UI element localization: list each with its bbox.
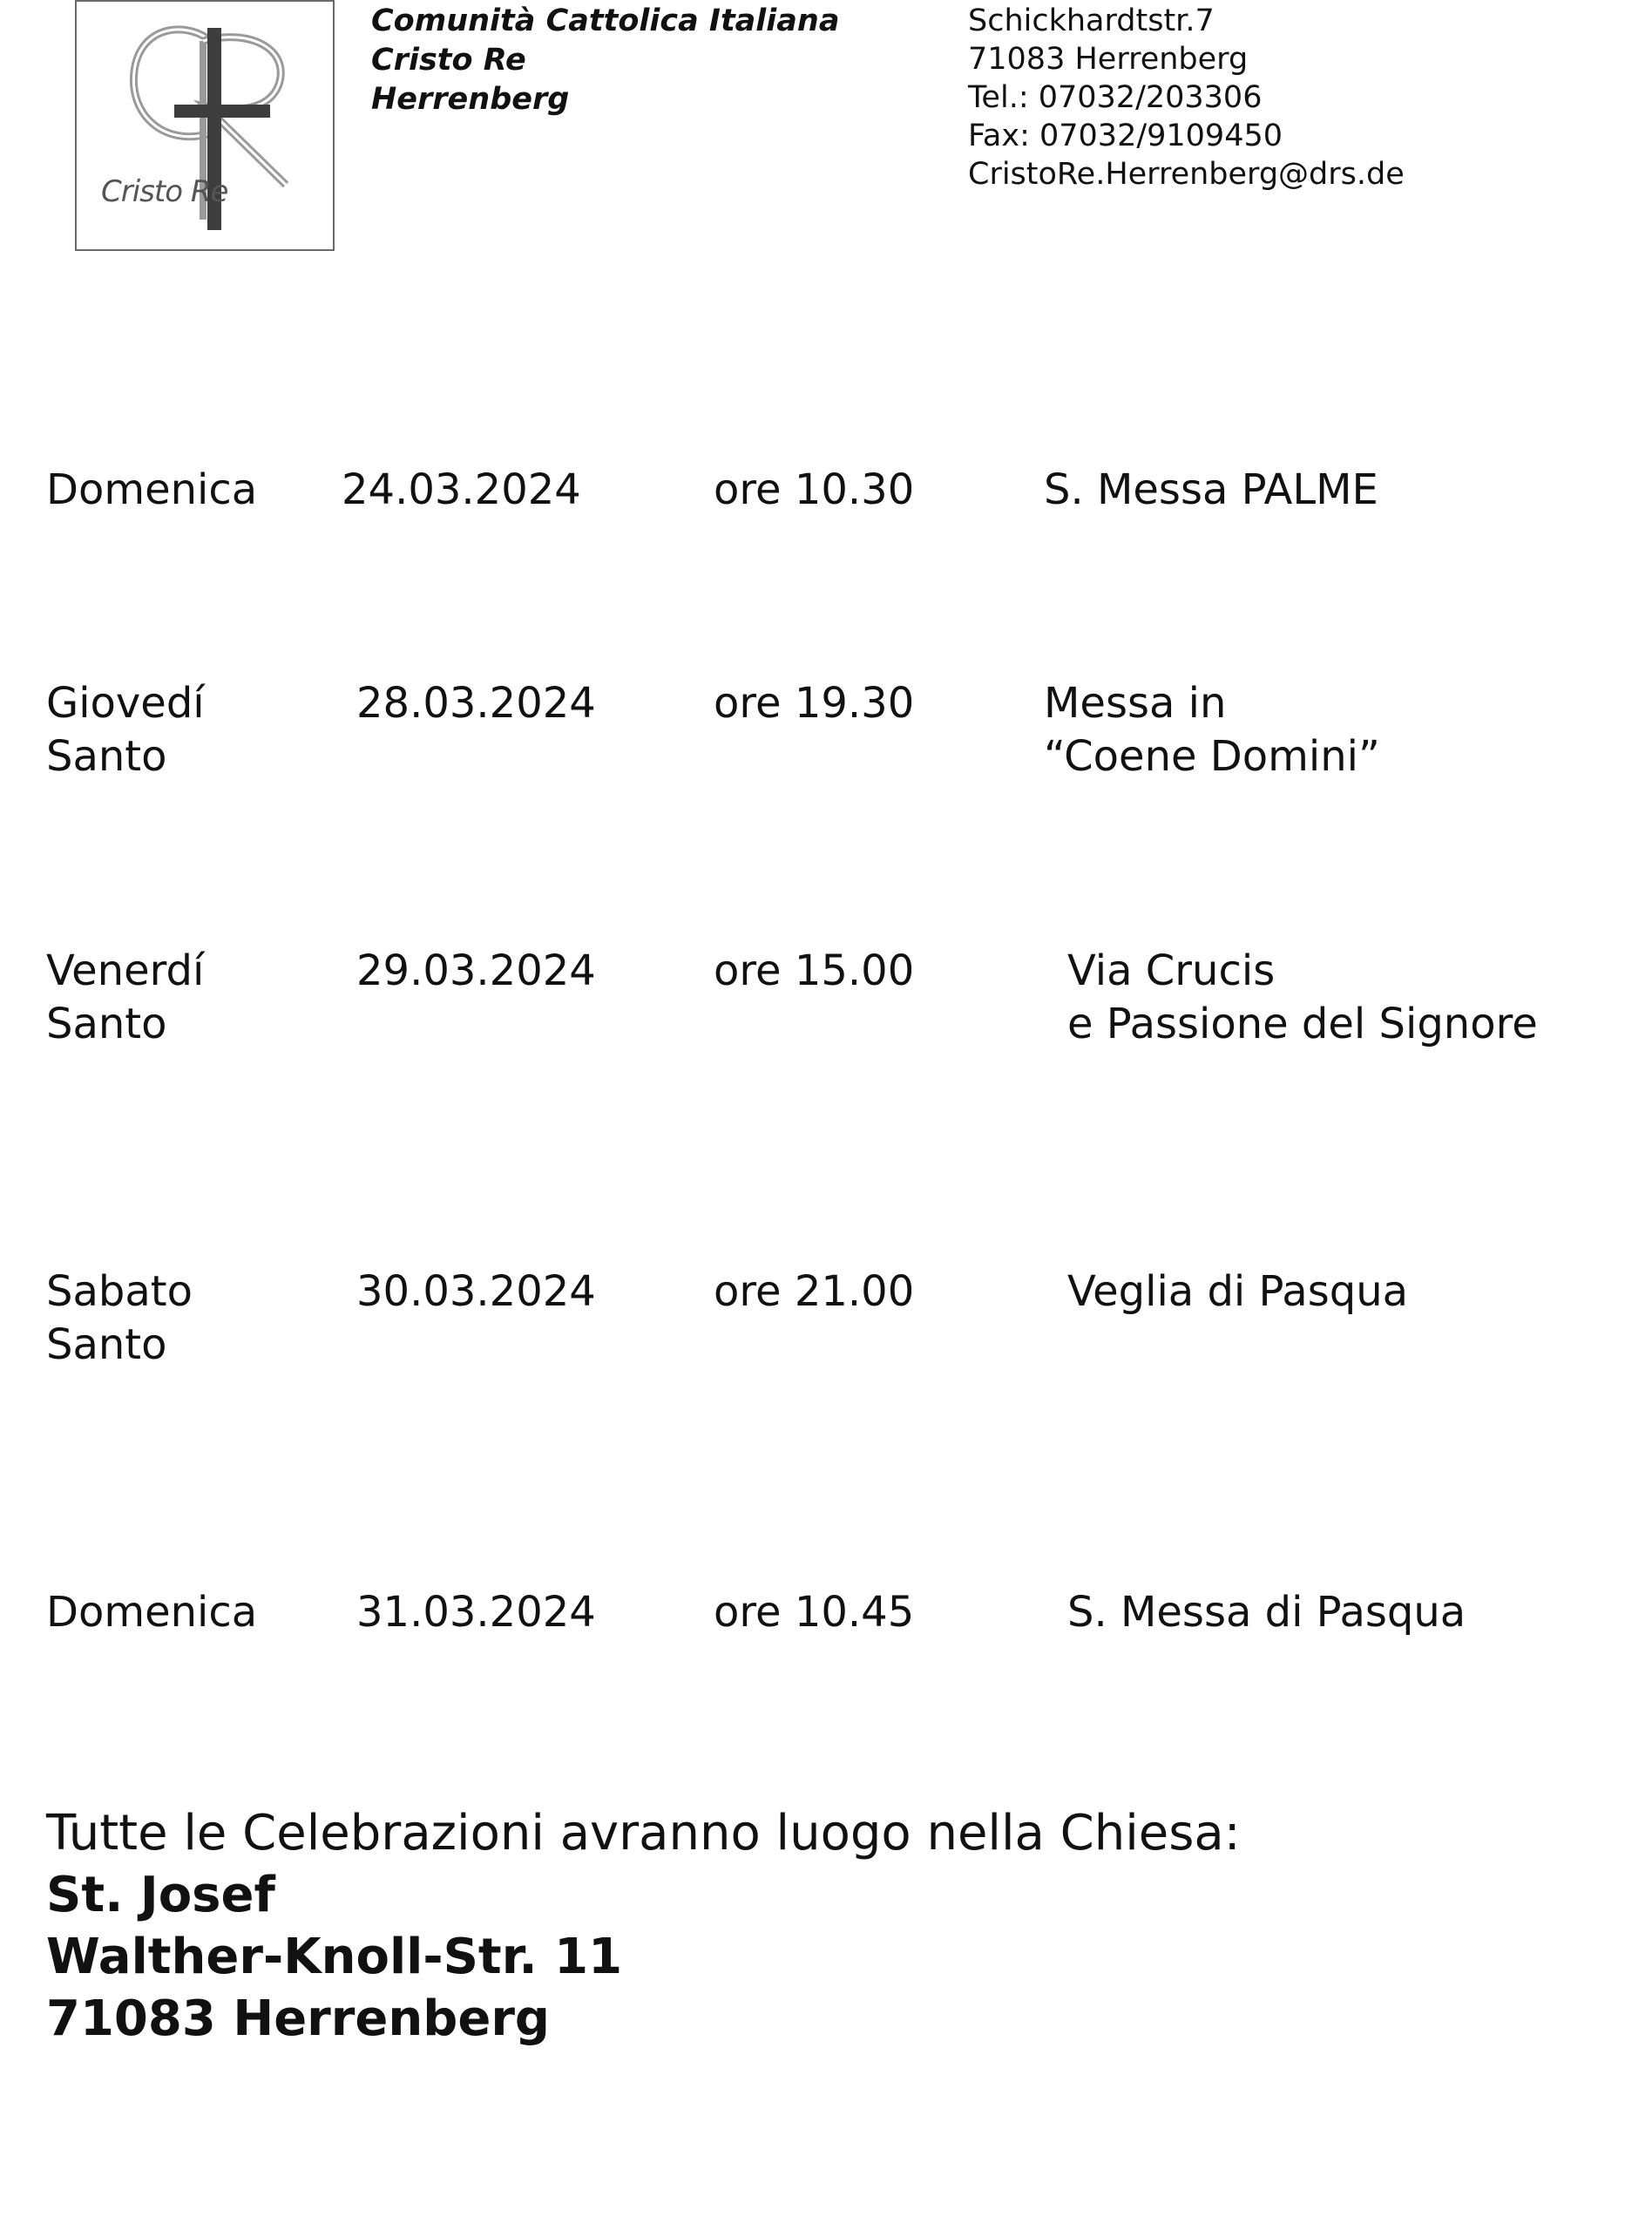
event-day: Venerdí Santo <box>46 946 205 1048</box>
location-intro: Tutte le Celebrazioni avranno luogo nella Chiesa: <box>46 1805 1241 1861</box>
cross-r-emblem-icon <box>77 2 336 253</box>
church-city: 71083 Herrenberg <box>46 1990 551 2047</box>
event-time: ore 21.00 <box>714 1267 915 1316</box>
event-date: 30.03.2024 <box>356 1267 596 1316</box>
org-line: Herrenberg <box>371 82 570 117</box>
contact-phone: Tel.: 07032/203306 <box>968 80 1263 115</box>
event-date: 29.03.2024 <box>356 946 596 995</box>
event-title: Veglia di Pasqua <box>1067 1267 1409 1316</box>
event-title: S. Messa di Pasqua <box>1067 1588 1466 1637</box>
event-date: 28.03.2024 <box>356 679 596 728</box>
event-day: Sabato Santo <box>46 1267 193 1369</box>
event-date: 31.03.2024 <box>356 1588 596 1637</box>
church-name: St. Josef <box>46 1867 275 1923</box>
event-day: Domenica <box>46 465 258 514</box>
event-date: 24.03.2024 <box>342 465 581 514</box>
event-title: S. Messa PALME <box>1044 465 1378 514</box>
contact-block <box>968 2 1405 193</box>
contact-street: Schickhardtstr.7 <box>968 3 1215 38</box>
organization-name <box>371 2 839 119</box>
contact-city: 71083 Herrenberg <box>968 42 1249 77</box>
event-day: Domenica <box>46 1588 258 1637</box>
event-title: Messa in “Coene Domini” <box>1044 679 1380 781</box>
event-time: ore 19.30 <box>714 679 915 728</box>
event-day: Giovedí Santo <box>46 679 205 781</box>
parish-logo <box>75 0 335 251</box>
contact-fax: Fax: 07032/9109450 <box>968 119 1283 153</box>
org-line: Cristo Re <box>371 43 526 78</box>
event-title: Via Crucis e Passione del Signore <box>1067 946 1538 1048</box>
location-note <box>46 1802 1241 2050</box>
logo-lettering: Cristo Re <box>101 174 228 209</box>
event-time: ore 10.30 <box>714 465 915 514</box>
event-time: ore 10.45 <box>714 1588 915 1637</box>
contact-email[interactable]: CristoRe.Herrenberg@drs.de <box>968 157 1405 192</box>
org-line: Comunità Cattolica Italiana <box>371 3 840 38</box>
event-time: ore 15.00 <box>714 946 915 995</box>
church-street: Walther-Knoll-Str. 11 <box>46 1929 623 1985</box>
